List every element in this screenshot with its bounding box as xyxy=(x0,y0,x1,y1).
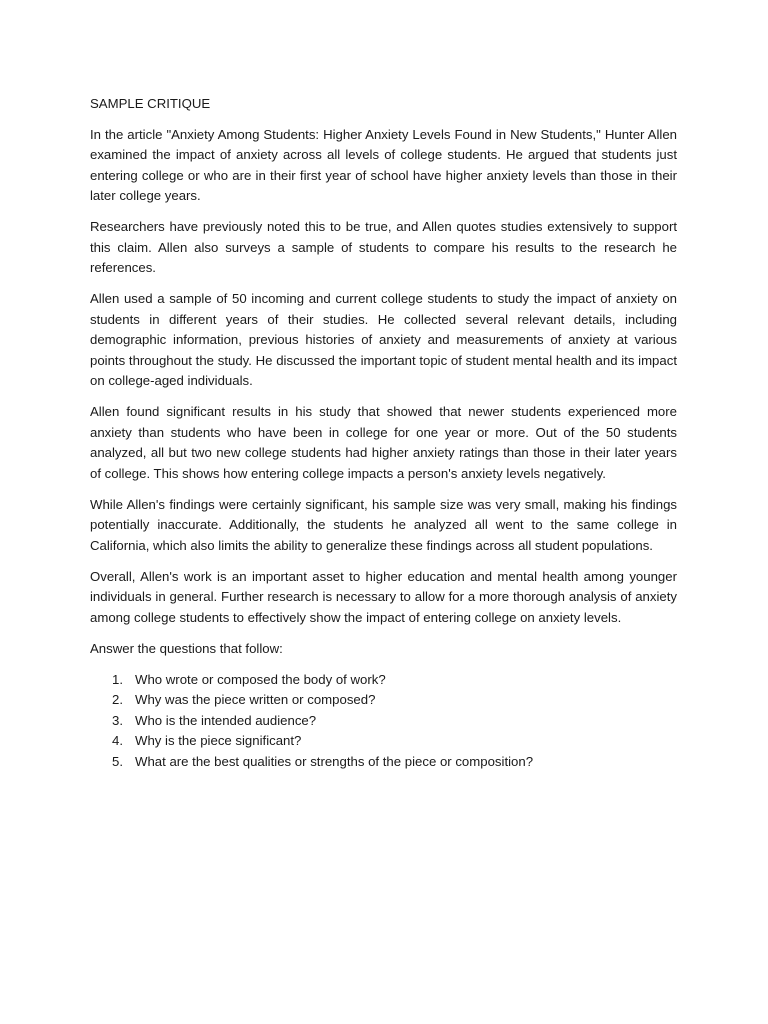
question-text: Who wrote or composed the body of work? xyxy=(135,671,386,687)
document-page xyxy=(90,94,677,772)
question-text: Who is the intended audience? xyxy=(135,712,317,728)
paragraph-background: Researchers have previously noted this to be true, and Allen quotes studies extensively to support this claim. Allen also surveys a sample of students to compare his results to the research he references. xyxy=(90,219,677,275)
question-number: 5. xyxy=(112,753,123,769)
paragraph-limitations: While Allen's findings were certainly significant, his sample size was very small, making his findings potentially inaccurate. Additionally, the students he analyzed all went to the same college in California, which also limits the ability to generalize these findings across all student populations. xyxy=(90,496,677,553)
question-number: 3. xyxy=(112,712,123,728)
list-item xyxy=(90,690,677,711)
paragraph-intro: In the article "Anxiety Among Students: Higher Anxiety Levels Found in New Students," Hunter Allen examined the impact of anxiety across all levels of college students. He argued that students just entering college or who are in their first year of school have higher anxiety levels than those in their later college years. xyxy=(90,126,677,203)
questions-list xyxy=(90,670,677,773)
question-number: 4. xyxy=(112,733,123,748)
question-text: What are the best qualities or strengths of the piece or composition? xyxy=(135,753,534,769)
question-text: Why was the piece written or composed? xyxy=(135,692,376,707)
list-item xyxy=(90,752,677,773)
document-title: SAMPLE CRITIQUE xyxy=(90,96,211,111)
list-item xyxy=(90,711,677,732)
paragraph-conclusion: Overall, Allen's work is an important asset to higher education and mental health among younger individuals in general. Further research is necessary to allow for a more thorough analysis of anxiety among college students to effectively show the impact of entering college on anxiety levels. xyxy=(90,568,677,625)
paragraph-method: Allen used a sample of 50 incoming and current college students to study the impact of anxiety on students in different years of their studies. He collected several relevant details, including demographic information, previous histories of anxiety and measurements of anxiety at various points throughout the study. He discussed the important topic of student mental health and its impact on college-aged individuals. xyxy=(90,291,677,388)
paragraph-results: Allen found significant results in his study that showed that newer students experienced more anxiety than students who have been in college for one year or more. Out of the 50 students analyzed, all but two new college students had higher anxiety ratings than those in their later years of college. This shows how entering college impacts a person's anxiety levels negatively. xyxy=(90,404,677,481)
question-text: Why is the piece significant? xyxy=(135,733,302,748)
list-item xyxy=(90,670,677,691)
list-item xyxy=(90,731,677,752)
question-number: 2. xyxy=(112,692,123,707)
question-number: 1. xyxy=(112,671,123,687)
questions-prompt: Answer the questions that follow: xyxy=(90,640,283,656)
